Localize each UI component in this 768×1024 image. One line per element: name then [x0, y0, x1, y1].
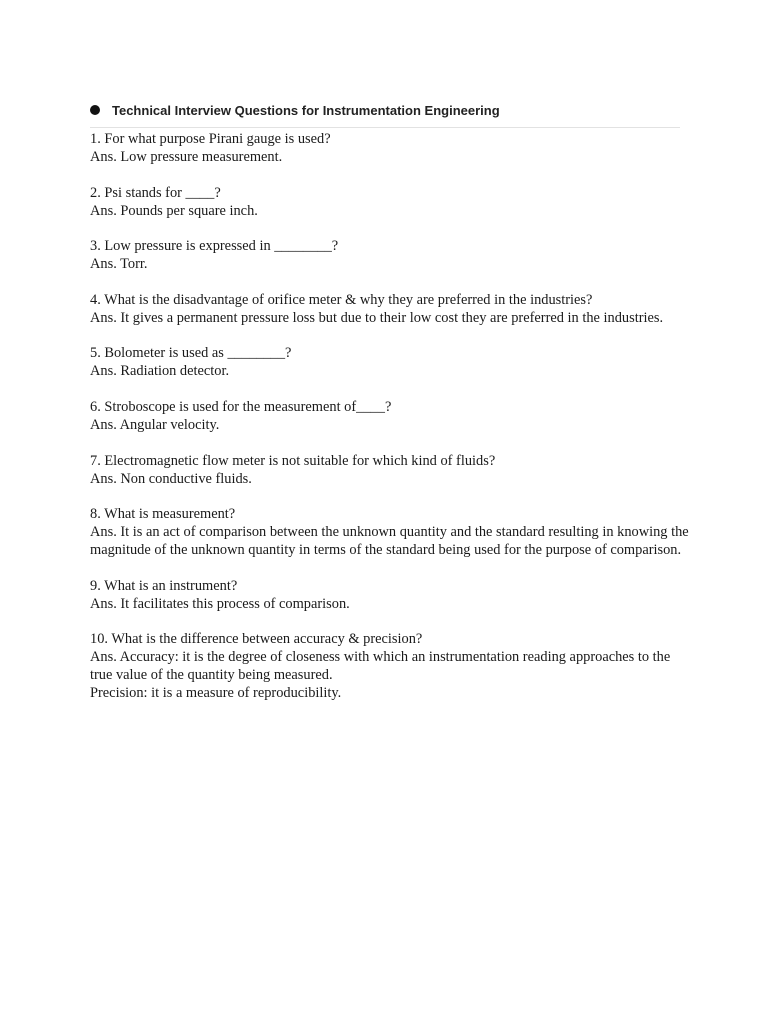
- answer: Ans. It gives a permanent pressure loss but due to their low cost they are preferred in the industries.: [90, 309, 664, 326]
- answer: Ans. Pounds per square inch.: [90, 202, 258, 219]
- answer: Ans. Non conductive fluids.: [90, 470, 252, 487]
- question: 3. Low pressure is expressed in ________?: [90, 238, 339, 255]
- qa-item: [90, 237, 690, 273]
- answer: Ans. Radiation detector.: [90, 363, 230, 380]
- question: 5. Bolometer is used as ________?: [90, 345, 292, 362]
- heading-text: Technical Interview Questions for Instrumentation Engineering: [112, 103, 500, 118]
- question: 4. What is the disadvantage of orifice meter & why they are preferred in the industries?: [90, 291, 593, 308]
- answer: Ans. Torr.: [90, 256, 148, 273]
- qa-item: [90, 630, 690, 702]
- qa-item: [90, 184, 690, 220]
- qa-item: [90, 505, 690, 559]
- qa-item: [90, 130, 690, 166]
- qa-item: [90, 344, 690, 380]
- question: 10. What is the difference between accuracy & precision?: [90, 631, 423, 648]
- qa-item: [90, 452, 690, 488]
- answer: Ans. It facilitates this process of comparison.: [90, 595, 350, 612]
- qa-item: [90, 577, 690, 613]
- question: 2. Psi stands for ____?: [90, 184, 221, 201]
- answer: Ans. Accuracy: it is the degree of closeness with which an instrumentation reading approaches to the true value of the quantity being measured.: [90, 649, 671, 684]
- question: 1. For what purpose Pirani gauge is used?: [90, 131, 331, 147]
- question: 6. Stroboscope is used for the measurement of____?: [90, 398, 392, 415]
- section-heading: [90, 100, 680, 122]
- answer: Ans. Low pressure measurement.: [90, 149, 283, 165]
- question: 7. Electromagnetic flow meter is not suitable for which kind of fluids?: [90, 452, 496, 469]
- answer: Ans. It is an act of comparison between the unknown quantity and the standard resulting in knowing the magnitude of the unknown quantity in terms of the standard being used for the purpose of comparison.: [90, 524, 689, 559]
- answer: Ans. Angular velocity.: [90, 416, 220, 433]
- answer-continued: Precision: it is a measure of reproducibility.: [90, 685, 342, 702]
- qa-item: [90, 291, 690, 327]
- question: 8. What is measurement?: [90, 506, 236, 523]
- question: 9. What is an instrument?: [90, 577, 238, 594]
- bullet-icon: [90, 105, 100, 115]
- qa-item: [90, 398, 690, 434]
- heading-divider: [90, 127, 680, 128]
- qa-list: [90, 130, 690, 720]
